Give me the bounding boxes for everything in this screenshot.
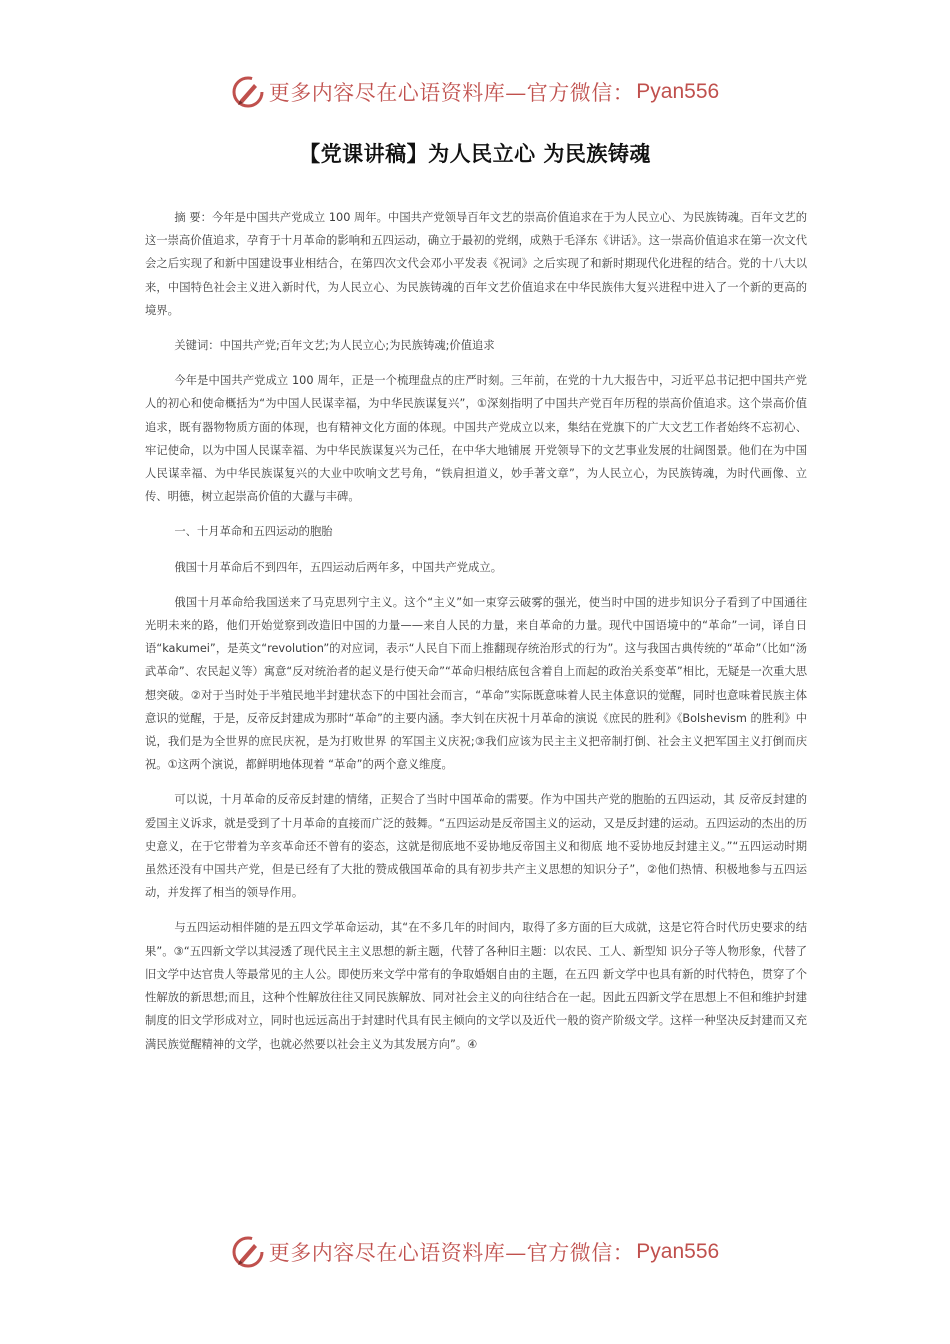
watermark-text: 更多内容尽在心语资料库—官方微信： [268, 1241, 635, 1265]
body-paragraph: 可以说，十月革命的反帝反封建的情绪，正契合了当时中国革命的需要。作为中国共产党的胞胎的五四运动，其 反帝反封建的爱国主义诉求，就是受到了十月革命的直接而广泛的鼓舞。“五四运动是反帝国主义的运动，又是反封建的运动。五四运动的杰出的历史意义，在于它带着为辛亥革命还不曾有的姿态，这就是彻底地不妥协地反帝国主义和彻底 地不妥协地反封建主义。”“五四运动时期虽然还没有中国共产党，但是已经有了大批的赞成俄国革命的具有初步共产主义思想的知识分子”，②他们热情、积极地参与五四运动，并发挥了相当的领导作用。 [145, 793, 807, 900]
keywords-paragraph: 关键词：中国共产党;百年文艺;为人民立心;为民族铸魂;价值追求 [174, 339, 495, 353]
body-paragraph: 俄国十月革命给我国送来了马克思列宁主义。这个“主义”如一束穿云破雾的强光，使当时中国的进步知识分子看到了中国通往光明未来的路，他们开始觉察到改造旧中国的力量——来自人民的力量，来自革命的力量。现代中国语境中的“革命”一词，译自日语“kakumei”，是英文“revolution”的对应词，表示“人民自下而上推翻现存统治形式的行为”。这与我国古典传统的“革命”（比如“汤武革命”、农民起义等）寓意“反对统治者的起义是行使天命”“革命归根结底包含着自上而起的政治关系变革”相比，无疑是一次重大思想突破。②对于当时处于半殖民地半封建状态下的中国社会而言，“革命”实际既意味着人民主体意识的觉醒，同时也意味着民族主体意识的觉醒，于是，反帝反封建成为那时“革命”的主要内涵。李大钊在庆祝十月革命的演说《庶民的胜利》《Bolshevism 的胜利》中说，我们是为全世界的庶民庆祝，是为打败世界 的军国主义庆祝;③我们应该为民主主义把帝制打倒、社会主义把军国主义打倒而庆祝。①这两个演说，都鲜明地体现着 “革命”的两个意义维度。 [145, 595, 807, 772]
watermark-id: Pyan556 [636, 80, 720, 103]
document-body [145, 206, 807, 1068]
watermark-text: 更多内容尽在心语资料库—官方微信： [268, 81, 635, 105]
watermark-banner-top [0, 72, 950, 112]
section-heading: 一、十月革命和五四运动的胞胎 [174, 525, 333, 539]
abstract-paragraph: 摘 要：今年是中国共产党成立 100 周年。中国共产党领导百年文艺的崇高价值追求在于为人民立心、为民族铸魂。百年文艺的这一崇高价值追求，孕育于十月革命的影响和五四运动，确立于最初的党纲，成熟于毛泽东《讲话》。这一崇高价值追求在第一次文代会之后实现了和新中国建设事业相结合，在第四次文代会邓小平发表《祝词》之后实现了和新时期现代化进程的结合。党的十八大以来，中国特色社会主义进入新时代，为人民立心、为民族铸魂的百年文艺价值追求在中华民族伟大复兴进程中进入了一个新的更高的境界。 [145, 211, 807, 317]
body-paragraph: 今年是中国共产党成立 100 周年，正是一个梳理盘点的庄严时刻。三年前，在党的十九大报告中，习近平总书记把中国共产党人的初心和使命概括为“为中国人民谋幸福，为中华民族谋复兴”，①深刻指明了中国共产党百年历程的崇高价值追求。这个崇高价值追求，既有器物物质方面的体现，也有精神文化方面的体现。中国共产党成立以来，集结在党旗下的广大文艺工作者始终不忘初心、牢记使命，以为中国人民谋幸福、为中华民族谋复兴为己任，在中华大地铺展 开党领导下的文艺事业发展的壮阔图景。他们在为中国人民谋幸福、为中华民族谋复兴的大业中吹响文艺号角，“铁肩担道义，妙手著文章”，为人民立心，为民族铸魂，为时代画像、立传、明德，树立起崇高价值的大纛与丰碑。 [145, 374, 807, 504]
body-paragraph: 俄国十月革命后不到四年，五四运动后两年多，中国共产党成立。 [174, 560, 502, 574]
pen-logo-icon [231, 1235, 265, 1269]
body-paragraph: 与五四运动相伴随的是五四文学革命运动，其“在不多几年的时间内，取得了多方面的巨大成就，这是它符合时代历史要求的结果”。③“五四新文学以其浸透了现代民主主义思想的新主题，代替了各种旧主题：以农民、工人、新型知 识分子等人物形象，代替了旧文学中达官贵人等最常见的主人公。即使历来文学中常有的争取婚姻自由的主题，在五四 新文学中也具有新的时代特色，贯穿了个性解放的新思想;而且，这种个性解放往往又同民族解放、同对社会主义的向往结合在一起。因此五四新文学在思想上不但和维护封建制度的旧文学形成对立，同时也远远高出于封建时代具有民主倾向的文学以及近代一般的资产阶级文学。这样一种坚决反封建而又充满民族觉醒精神的文学，也就必然要以社会主义为其发展方向”。④ [145, 921, 807, 1051]
pen-logo-icon [231, 75, 265, 109]
watermark-id: Pyan556 [636, 1240, 720, 1263]
watermark-banner-bottom [0, 1232, 950, 1272]
document-title: 【党课讲稿】为人民立心 为民族铸魂 [299, 142, 651, 166]
